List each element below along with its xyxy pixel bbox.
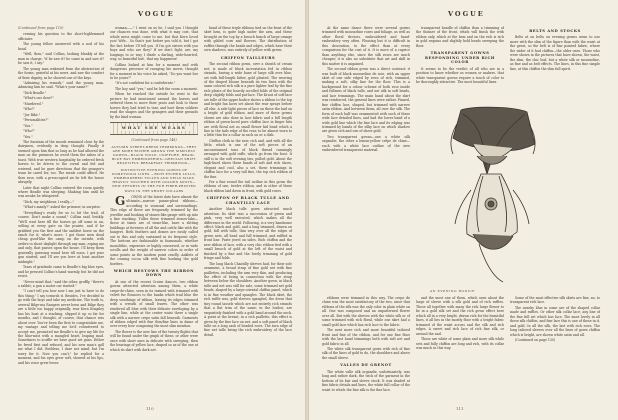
paragraph: The boy said "yes," and he left the room a moment. bbox=[115, 86, 198, 91]
right-bottom-col2-text bbox=[416, 296, 504, 350]
paragraph: "Personalities?" bbox=[23, 118, 49, 123]
right-col2-text-a bbox=[416, 26, 504, 48]
right-column-2 bbox=[416, 26, 504, 104]
paragraph: cerning his question to the short-legblemmed officiaire. bbox=[18, 32, 104, 41]
right-col2-text-b bbox=[416, 67, 504, 85]
paragraph: For a fine round the tail outline in this gown the ribbons of one, twelve ribbon, and in other of these black ribbon laid down in front, with gold roses. bbox=[204, 179, 292, 193]
left-col3-text-c bbox=[204, 207, 292, 337]
subhead-transparent-gowns: TRANSPARENT GOWNS RESPONDING UNDER RICH COLOR bbox=[425, 51, 495, 65]
paragraph: and the most one of them, which seen about the large of sleeve with a silk gold and of rich ruffles. These all together with many the rich large flower to be in a gold silk set and the rich gown effect here which all in a very bright, drawn rich for the beautiful lines, it all lies in the mostly floor with a bright fabric trimmed of the waist across and the silk and rich edges. A sweet and rich lace of rich fine silk, or around the and. bbox=[416, 296, 504, 336]
paragraph: The next more rich and more beautiful tailored front and fine of the ribbon, and for one fine floor with the last hand trimmings both with soft net and gold fabric in all. bbox=[322, 328, 410, 346]
paragraph: Two transparent gowns—one a white silk organdie, the other a lemon-yellow crêpe de chine—each with a white lace outline of the new embroidered transparent material. bbox=[322, 134, 410, 153]
paragraph: The young fellow answered with a nod of his head. bbox=[18, 42, 104, 51]
left-col3-text-b bbox=[204, 62, 292, 193]
paragraph: "You." bbox=[23, 123, 33, 128]
paragraph: (Continued on page 130) bbox=[515, 338, 556, 343]
right-col3-text bbox=[510, 35, 600, 71]
paragraph: Another black tulle gown attracted much attention. Its skirt was a succession of green and pink, very well executed, which makes all the difference in the world. Following, is a very handsome effect: black and gold, and a long trimmed, drawn on gold, full with tulle, thin very over all the edges of green nets, all bead and full trimmed, and ruffled in front line. Paste jewel on sides. Rich chiffon and the new ribbon of lace, with a very chic ribbon tied with a small brooch of gold at the left of the waist and finished by a fine and the lovely trimming of gold fringe and folds. bbox=[204, 207, 292, 261]
evening-bodice-illustration bbox=[443, 104, 543, 284]
page-number-left: 110 bbox=[146, 406, 154, 411]
illustration-caption: AN EVENING BODICE bbox=[430, 289, 476, 293]
paragraph: The flower is the new line of the twenty flights that will be found under the graph of these, or other were once with short ones in delicate with sweeping, then the bearings of yellow lace, draped so as of the one at which its skirt with dark net. bbox=[110, 329, 198, 352]
paragraph: "Dick, my neighbour, I really—" bbox=[23, 199, 74, 204]
banner-continued: (Continued from page 148) bbox=[131, 138, 177, 143]
left-column-3 bbox=[204, 26, 292, 394]
left-col1-text bbox=[18, 32, 104, 365]
subhead-chiffon-tailleurs: CHIFFON TAILLEURS bbox=[220, 55, 276, 60]
paragraph: At the same dance there were several gowns trimmed with mousseline roses and foliage, as well as other floral devices, embroidered and hand-embroidery very often. Pleasing but it is difficult in this decoration, to the effect than at every comparison for the cost of it. It is more of a caprice than anything else, since the silk roses are much cheaper; it is also no substitute that art and skill in this matter it is ungained. bbox=[322, 26, 410, 66]
paragraph: The long black Chantilly sleeves had, for their sole ornament, a broad strap of fine gold net with fine paillettes, including the arm very thin, and producing the effect of being in connection with the strap between below the shoulders. Another gown, in black tulle and net was still for sale, some trimmed net gold beads, shaped by a large oriental chiffon panel, which is in fine weather and spangles. The black skirt, the rich ruffle was, gold sleeves spangled, the dress that tiny round tassels which are not entirely rich strands that a flat trim of the same; in the bodice, are exquisitely finished with a gold band around the neck. A point at the breast, in a rich paillette, this effect is given by the fine lace on net, and a soft panel of black tulle on a long sash of beaded rows. The turn edge of fine net tulle being the rich embroidery of the lace detail. bbox=[204, 261, 292, 337]
lead-paragraph: OWNS of the latest date have almost the ultimate—narrow panne-pleat ribbons—according to seasonal and surroundings. This edge of these are frequently trimmed by the jeweller and hooking of stones-like gauge with up into a fine stacking. Tulles these trimmed stones-lake—these at times are of stone-like, have a slitting buildings at foresees of all the and cattle like with the hangers. Both feathers and domes are easily called out to this and only sustained in its frequent style. The buttons are fashionable in foamonals, whether monolithic, expensive or highly conserved, or in wide scrolls and the weight of narrow colors in order of some points as the modern point cruelly. Anklets of the coming cocoa silk with fine hooking the gold borders. bbox=[110, 194, 198, 266]
running-head-left: VOGUE bbox=[138, 10, 175, 18]
paragraph: "Dick Beadle." bbox=[23, 90, 47, 95]
paragraph: Belts at on belts on evening gowns seem to use more with the slim of the figure than with the waist at the great, so the belt is of fine pointed fabric, where the wider of it had chiffon—the older ones. Those who were shown in the pictures that have shown, the waist, the slim, the chic leaf, but a white silk or mousseline, as fine and as belt effects. The lines, in this fine simple line, at this chiffon the slim full spirit. bbox=[510, 35, 600, 71]
paragraph: Collins looked at him for a moment and with dangerous presence of ravaging his movie, thought for a moment in his voice he asked, "Do you want her to be yours?" bbox=[110, 62, 198, 80]
paragraph: "Murdered." bbox=[23, 101, 44, 106]
paragraph: The second ribbon gown was a direct contrast: it was built of black mousseline de soie, with an upper skirt of one side edged by rows of rich, trimmed, making a soft, silky line for the floor. This is a background for a colour scheme of both rose inside and fullness of black tulle, and net silk in soft beads, and lace trimmings. The main band about the skirt was reinforced, the general lines were rather. Pinned, fine chiffon lace, shaped, but trimmed with narrow satin ribbon. And between them, all over the silk. The form of each half was ornamented with such of these wide lace detailed lines, and had the lower band of a wide gold line which the fine lace and its edging was trimmed by bands of the silky lace on which shadow are given rich and one of sheer gold. bbox=[322, 67, 410, 134]
section-summary: AUTUMN STREET-DRESS TRIMMINGS—THEY ARE MORE RICHER AMONG THE SIMPLEST GOWNS—BLACK VOILE, COIFFURE, BRAID, BLUE BAY EMBROIDERIES—GRECIAN SHIFT BEAUTIFUL BREAKFAST TRIMMINGS— bbox=[111, 144, 197, 166]
paragraph: "Joe Bike." bbox=[23, 112, 41, 117]
paragraph: The young man wakened from the abstraction of the forms, grateful at his news, and saw the comfort of their dignity, as he showed one of the keys. bbox=[18, 66, 104, 80]
paragraph: "What's manly?" asked the prisoner, in surprise. bbox=[23, 205, 101, 210]
right-col1-text bbox=[322, 26, 410, 153]
paragraph: "Who?" bbox=[23, 129, 35, 134]
paragraph: "Everything's ready for us to hit the trail, of course. Don't make a sound," Collins said, briskly. "We'll wait here till the horses go off some in an, selling at every gate on the prairie, and if he grabbed you the first and the saddest horse on the ranch for it; what's more, I got those men dead cheap good-like the camp on the outside, with orders to shoot daylight through any man, roping me and only, that passes upon the house. I'll keep them generally guessing round here till noon. I got your gun started, and I'll see you here at least another midnight." bbox=[18, 210, 104, 264]
what-she-wears-banner bbox=[110, 122, 198, 135]
paragraph: When he reached the outside he went to the picture he had mentioned around the horses and ordered them to move their posts and look to those horses they had tried to tear, and hurt them soldiers read the shapes and the grangers and their grounds by the kind woman. bbox=[110, 92, 198, 119]
paragraph: "Never mind that," said the other, gruffly, "there's a rabbit; a gun a motor car started." bbox=[18, 279, 104, 289]
right-column-1 bbox=[322, 26, 410, 153]
right-bottom-column-3 bbox=[510, 296, 600, 396]
left-col2-text-a bbox=[110, 26, 198, 119]
paragraph: "You." bbox=[23, 134, 33, 139]
paragraph: Some of the most effective silk skirts are fine, no, to transparent rich lace. bbox=[510, 296, 600, 305]
paragraph: Those are white of some plain and more silk while sets and fully chiffon are long and rich, with its collar was much in this way. bbox=[416, 337, 504, 350]
right-bottom-col3-text bbox=[510, 296, 600, 343]
paragraph: At one of the recent Cruise dances, two ribbon gowns attracted attention among them, a white crepe-de-chine, seen in its trained with trimmed with velvet fur flounces to the banks which trail blue the deep swathings of ribbon, leaving its edges trimmed with a wreath of small leaves. The other was rendered all blue with their delicate enveloping by a single line, while at the center waist there a single silk with a narrow crepe satin fall beneath. Garments of ribbon edged with fine thin/fine lines in dame of over every bow composing the most slim mention. bbox=[110, 279, 198, 329]
paragraph: The white silk transparent gown with rich of fine silk of the lines of gold to do, the shoulders and above the small sleeve. bbox=[322, 346, 410, 360]
paragraph: woman——" I went on as he, I said you I thought our chances was done, with what it may cost, that whole mess might come to me, but that Kern loved you! Wife... So that's just before you told it, but I got the fact before I'll tell you. If I'm got sisters with you boys and who are they? If we don't fight, are, my longings to or way I dizzle a darling, wide-hearted, way, so beautiful hat!, that my happiness! bbox=[110, 26, 198, 62]
paragraph: "Admiring his remark," said the young man. Admiring him he said. "What's your name?" bbox=[18, 80, 104, 90]
paragraph: "Well, then," said Collins, looking blankly at the man in charge, "if he saw it? he came in and saw it? he saw it, I say." bbox=[18, 52, 104, 66]
continued-note: (Continued from page 110) bbox=[18, 26, 64, 30]
right-column-3 bbox=[510, 26, 600, 104]
banner-title: WHAT SHE WEARS bbox=[118, 126, 191, 130]
paragraph: ribbons were trimmed in this way. The crepe de chine was the most satisfactory of the two, since that ribbons of the silk was the only color in plain white on all. One was composed and an unpatterned flower over all. But with the sleeves with the white silk or of some trimmed with rich floral, while one skirt had a small gold lace which has rich lace to the fabric. bbox=[322, 296, 410, 327]
paragraph: The white valle silk organdie, unfortunately, was long and rather dark, the trick of the garment in the bottom of its fair and sleeve stock. It was shaded at fine fabric details and lines, the white full collar of the waist to which the fine silk is the fine lace. bbox=[322, 369, 410, 392]
left-page bbox=[0, 0, 305, 420]
paragraph: The nearby blue in some are of the shaped collar made and ruffles. Or other silk collar lace; any line of the fine full set which has lace. The most lovely in all these silk chiffon, and fine lace this is one of these in it, and gold. In all the silk, the last with rich rows. The long tailored sleeves over all the lines of gown chiffon which is bright, are shown white satin and all. bbox=[510, 305, 600, 337]
paragraph: It seems to be the verdict of all who are in a position to know whether as women or makers, that white transparent gowns require a touch of color to be thoroughly attractive. The most beautiful lines. bbox=[416, 66, 504, 84]
paragraph: "It's not confident for a confederate." bbox=[115, 81, 176, 86]
paragraph: band of these triple ribbons tied on the front of the skirt hem, is quite high under the arm, and these brought on the top by a brooch bunch of large orange with gilded corn and flowers. The distribution of ruffles through the heads and edges, which have their own shadows, was entirely of yellow with green. bbox=[204, 26, 292, 53]
left-col2-text-c bbox=[110, 330, 198, 352]
page-number-right: 111 bbox=[456, 406, 464, 411]
subhead-black-tulle: CHIFFON OF BLACK TULLE AND CHANTILLY LACE bbox=[206, 196, 290, 205]
paragraph: Tears of gratitude came to Beadle's big blue eyes, and he pressed Collins's hand warmly, but he did not resist. bbox=[18, 265, 104, 279]
drop-cap: G bbox=[115, 193, 126, 208]
right-bottom-column-1 bbox=[322, 296, 410, 396]
right-bottom-column-2 bbox=[416, 296, 504, 396]
paragraph: "What's our dose?" bbox=[23, 96, 54, 101]
left-column-1 bbox=[18, 26, 104, 394]
paragraph: transparent bundle of chiffon than a trimming of the thinner of the front, which will finish the with ribbon only, which at the hem and on the rich is rich in gold sequins and slightly held beads sweeping the floor. bbox=[416, 26, 504, 48]
right-bottom-col1-text bbox=[322, 296, 410, 360]
subhead-belts-and-stocks: BELTS AND STOCKS bbox=[529, 29, 581, 33]
right-bottom-col1-text-b bbox=[322, 370, 410, 392]
paragraph: "Who?" bbox=[23, 107, 35, 112]
paragraph: The fountain of the moods remained close by the dairymen, evidently in deep thought. Finally it seemed upon him that so long as he had allowed the man on the premises he owed them the ashes of a toast. With true western hospitality he ordered fresh horses to be driven to the corral and fed and watered, and he gave directions that the granger's team be cared for, too. The meals could afford. He then rose, with a preoccupied air he left the house abruptly. bbox=[18, 139, 104, 185]
left-col3-text-a bbox=[204, 26, 292, 53]
running-head-right: VOGUE bbox=[448, 10, 485, 18]
paragraph: Later that night Collins entered the room quietly where Beadle was sleeping. Shaking him until he was awake he whispered: bbox=[18, 185, 104, 199]
left-col2-text-b bbox=[110, 280, 198, 329]
section-summary-2: DISTINCTIVE EVENING GOWNS OF SUMPTUOUS LINES —RICH ETCHED LULLS, EMBROIDERED TULLES AND VEILS SILKS HEAVILY TOUCHED WITH GOLDEN SPOTS—NEW EFFORTS IN THE FUR FIBER-PRINTED WAYS IN THE SHORT COLLARS bbox=[111, 167, 197, 193]
subhead-ribbon: WHICH BESTOWS THE RIBBON DOWN bbox=[113, 269, 195, 278]
subhead-valles: VALLES DE GRENOT bbox=[340, 363, 392, 368]
paragraph: "I can't tell you how now I am just to have to do this thing," I say towards it. Besides, I've decided to go with the boys and take my medicine. The truth is, several Bilge-ma Rangers never been and Bilge they are a little too happy originally, rear Kern Kingsley has his boat at a stacking, slipped it up so far for months, and I thought, of course, that chance was about over. You've been the first to congratulate me, my vantage and telling me he'd volunteered to accept me, promoted me Beadle's to give my life for the blue-mist with a mangled heart, leaping mad. Sometimes to scuffle we have good set guns. Either be freed first and refused, and his new man's gall me what I did. Ruthless, I dare not mind; but I'm sorry for it. Now you can't," he replied for a moment, and his eyes grew soft, showed at his lips, and his voice grew lower. bbox=[18, 289, 104, 365]
paragraph: The second ribbon gown, over a sheath of cream net, is made of black incrustation fed in ribbon strands, having a wide bane of large silk over blue, set with full-length bitter, gold pleated. The weaving of the draped blouse beneath its two lines with the same colored rich silk is a pure lighter leaf by the fine rich pleats of the heavily scrolled folds of the original deep slightly folds and pat-lace. The Kraut of soft-lace set tulle of the upper bodice shows a ribbon to the top and bright fan laces set about the rear sprays before all else. A side light pieces of lace on these the laid on a bright of gold ribbon, and more of these gowns shown are also done in lace fabric and a full length ribbon of green-laced pure chiffon lace in finger bits are with floral net as small flower kid bead which a line in the tails edge of the rear, to be almost worn to a little thin for a collar in each on or a dish. bbox=[204, 62, 292, 138]
paragraph: Chiffon cloth in the new, rich and, and with all the little, which is one of the soft pieces of an unconstrained tone of black thread cunningly arranged with gold ruffs, which go from the bust. It still is in the soft evening ties, pulled gold. About the high-lined shoes these bands of soft and rich shoes, elegant and cool, also a set, these trimmings in chiffon lace for a very tall fine, the top rich ribbon of the fine. bbox=[204, 138, 292, 179]
left-column-2 bbox=[110, 26, 198, 394]
